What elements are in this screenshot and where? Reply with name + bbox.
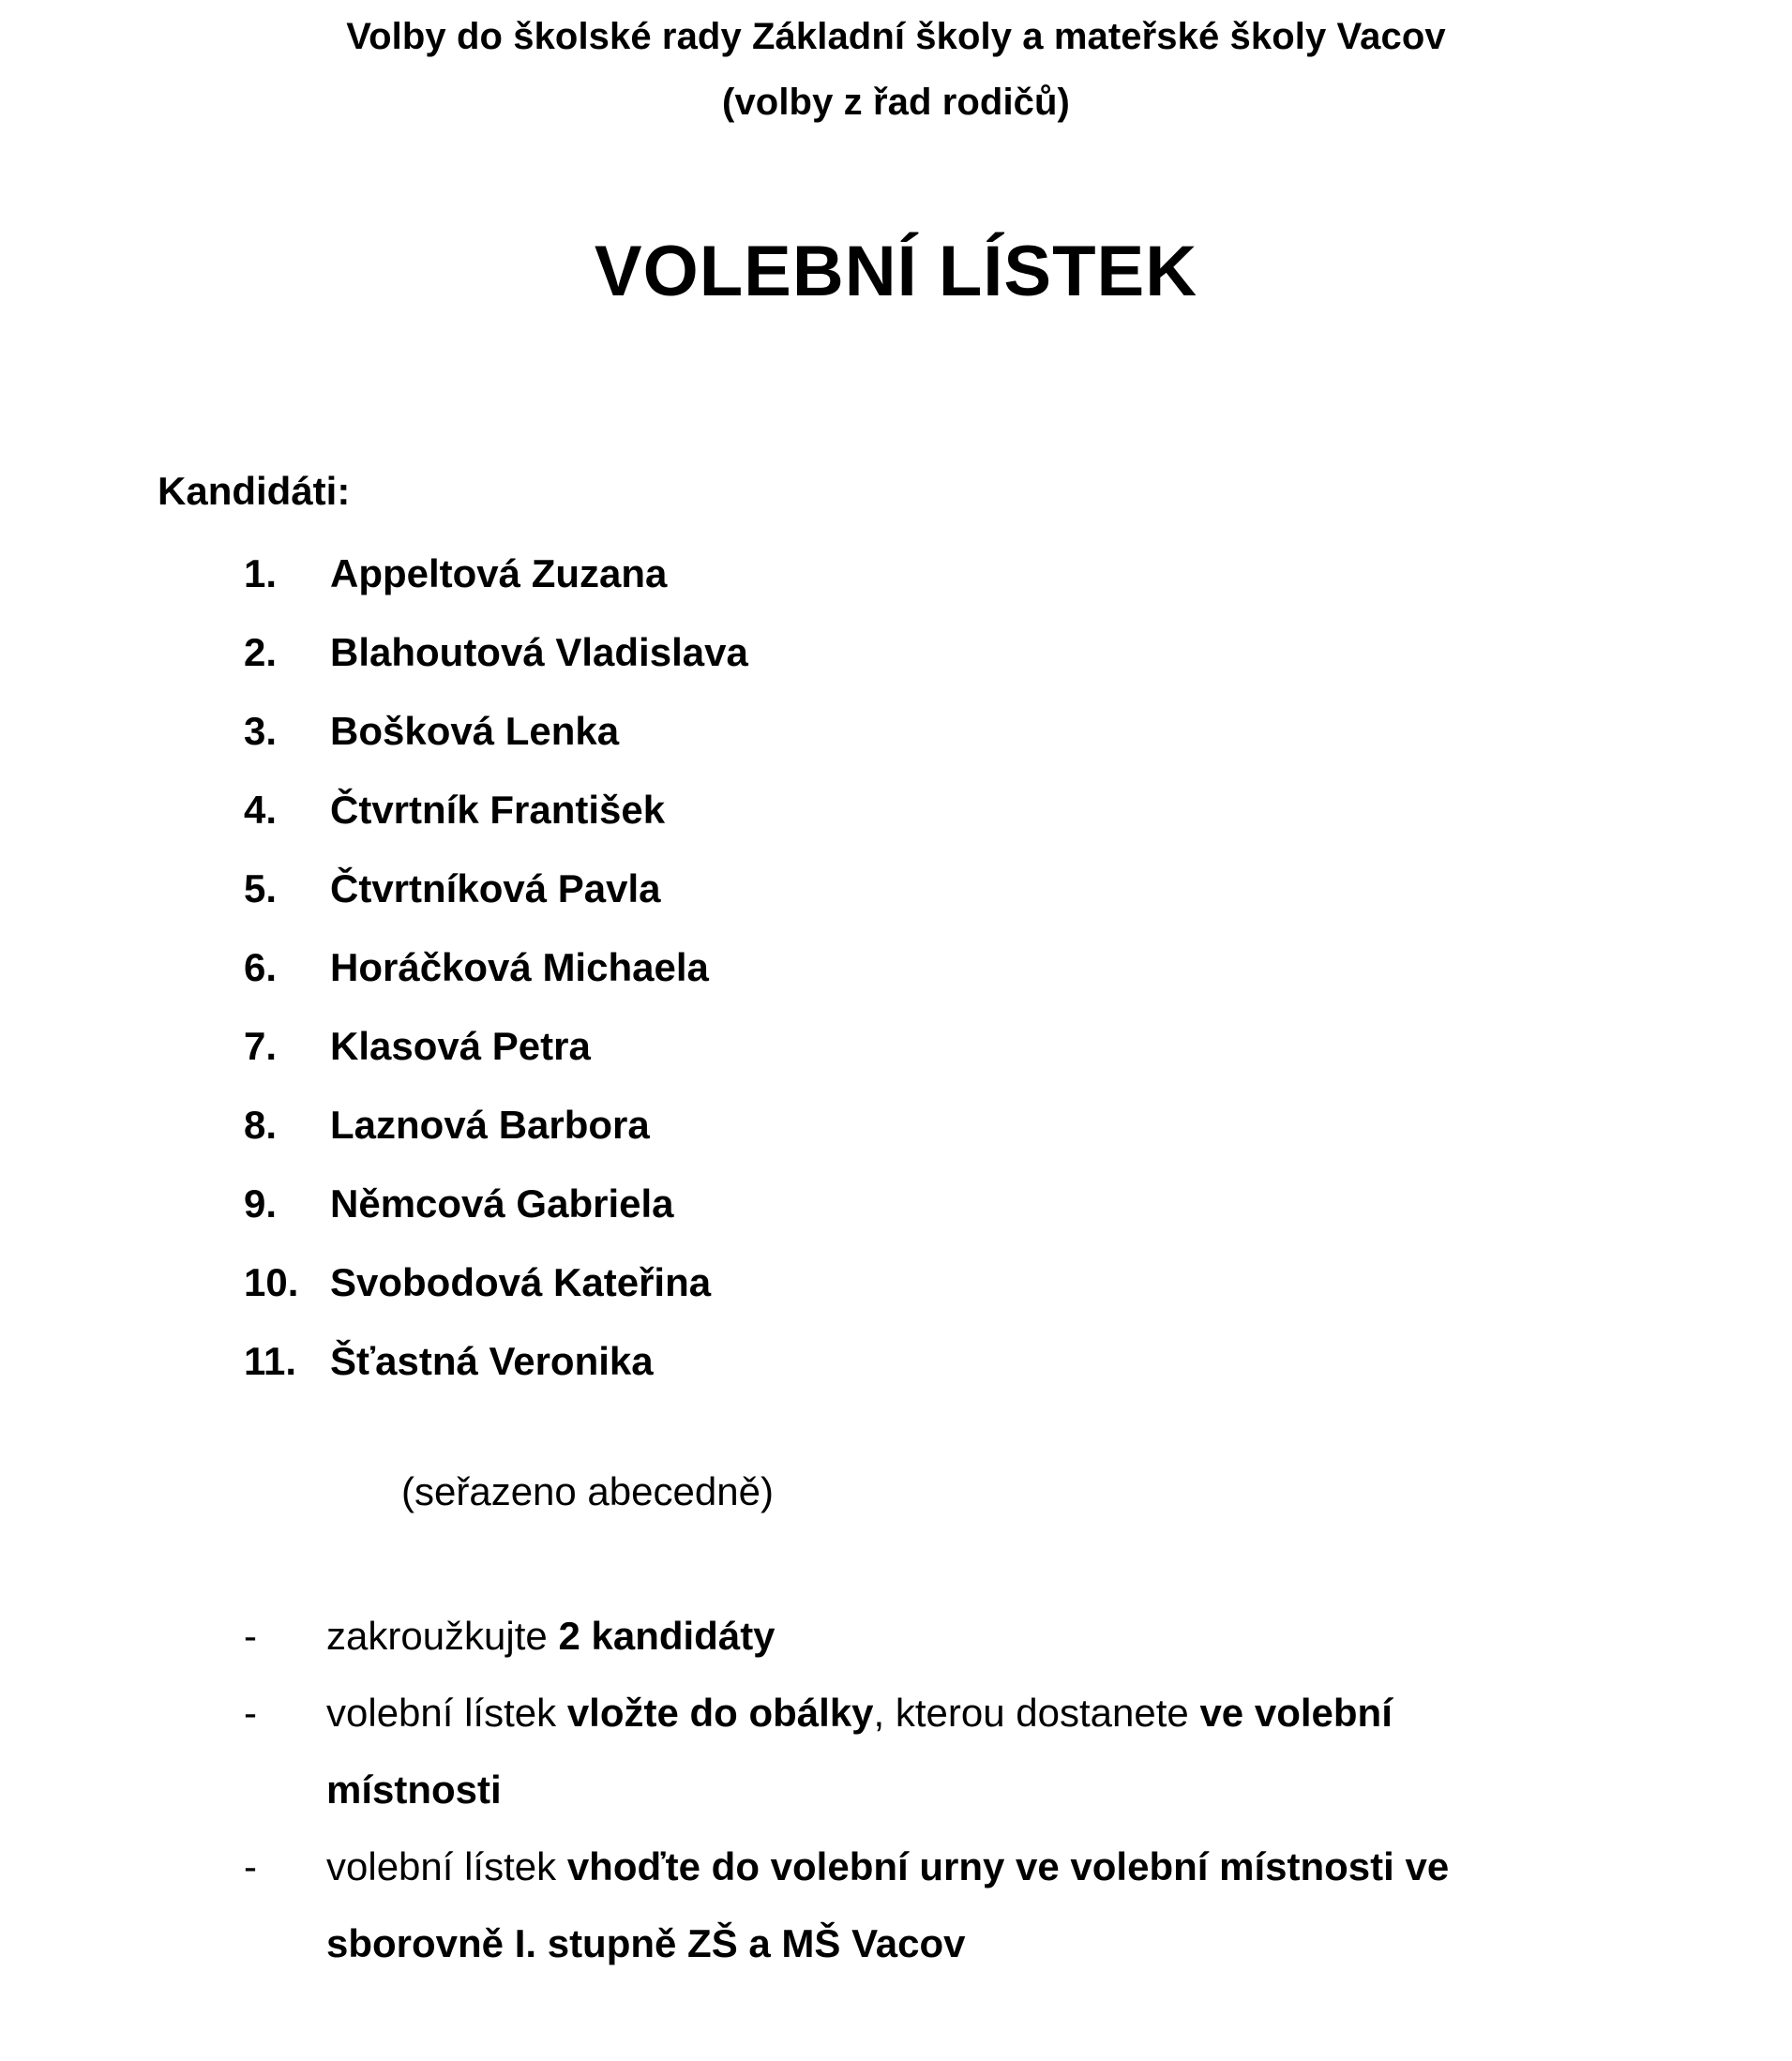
header-subtitle-line-2: (volby z řad rodičů) — [722, 82, 1070, 123]
candidate-name: Horáčková Michaela — [330, 945, 709, 989]
candidate-name: Appeltová Zuzana — [330, 551, 668, 595]
instruction-emphasis: vložte do obálky — [566, 1691, 874, 1735]
candidate-name: Svobodová Kateřina — [330, 1260, 712, 1304]
bullet-dash-icon: - — [244, 1691, 257, 1735]
candidate-list-item — [158, 692, 1792, 771]
candidate-number: 4. — [244, 788, 278, 832]
instruction-plain: volební lístek — [326, 1844, 567, 1888]
document-header — [0, 0, 1792, 131]
instruction-text — [326, 1598, 1574, 1675]
candidate-number: 10. — [244, 1260, 299, 1304]
page-title: VOLEBNÍ LÍSTEK — [594, 232, 1198, 311]
sorted-alphabetically-note: (seřazeno abecedně) — [401, 1469, 774, 1513]
candidate-list — [158, 534, 1792, 1401]
bullet-dash-icon: - — [244, 1614, 257, 1658]
candidate-list-item — [158, 1007, 1792, 1086]
candidate-name: Čtvrtníková Pavla — [330, 866, 661, 910]
candidate-list-item — [158, 1086, 1792, 1165]
instruction-emphasis: ve volební místnosti — [326, 1691, 1393, 1812]
bullet-dash-icon: - — [244, 1844, 257, 1888]
candidate-number: 5. — [244, 866, 278, 910]
candidate-name: Laznová Barbora — [330, 1103, 650, 1147]
candidate-name: Bošková Lenka — [330, 709, 620, 753]
candidate-list-item — [158, 1243, 1792, 1322]
candidate-list-item — [158, 928, 1792, 1007]
candidate-name: Šťastná Veronika — [330, 1339, 654, 1383]
candidate-name: Čtvrtník František — [330, 788, 666, 832]
instruction-text — [326, 1828, 1574, 1982]
candidate-list-item — [158, 1322, 1792, 1401]
candidate-list-item — [158, 850, 1792, 928]
instruction-item — [244, 1598, 1792, 1675]
instruction-text — [326, 1675, 1574, 1828]
instruction-emphasis: vhoďte do volební urny ve volební místnosti ve sborovně I. stupně ZŠ a MŠ Vacov — [326, 1844, 1450, 1965]
candidate-number: 9. — [244, 1181, 278, 1226]
candidate-name: Klasová Petra — [330, 1024, 591, 1068]
candidate-number: 11. — [244, 1339, 297, 1383]
instruction-plain: zakroužkujte — [326, 1614, 559, 1658]
candidate-number: 8. — [244, 1103, 278, 1147]
instruction-plain: volební lístek — [326, 1691, 567, 1735]
candidates-heading: Kandidáti: — [158, 469, 351, 513]
candidate-list-item — [158, 613, 1792, 692]
candidate-number: 7. — [244, 1024, 278, 1068]
instruction-item — [244, 1675, 1792, 1828]
candidate-list-item — [158, 771, 1792, 850]
voting-instructions — [0, 1598, 1792, 1982]
candidate-name: Blahoutová Vladislava — [330, 630, 748, 674]
candidate-list-item — [158, 534, 1792, 613]
candidate-number: 3. — [244, 709, 278, 753]
candidates-section — [0, 467, 1792, 1519]
candidate-list-item — [158, 1165, 1792, 1243]
instruction-emphasis: 2 kandidáty — [558, 1614, 776, 1658]
instruction-item — [244, 1828, 1792, 1982]
candidate-number: 2. — [244, 630, 278, 674]
instruction-plain: , kterou dostanete — [873, 1691, 1200, 1735]
candidate-name: Němcová Gabriela — [330, 1181, 674, 1226]
header-title-line-1: Volby do školské rady Základní školy a mateřské školy Vacov — [346, 16, 1446, 57]
candidate-number: 1. — [244, 551, 278, 595]
candidate-number: 6. — [244, 945, 278, 989]
